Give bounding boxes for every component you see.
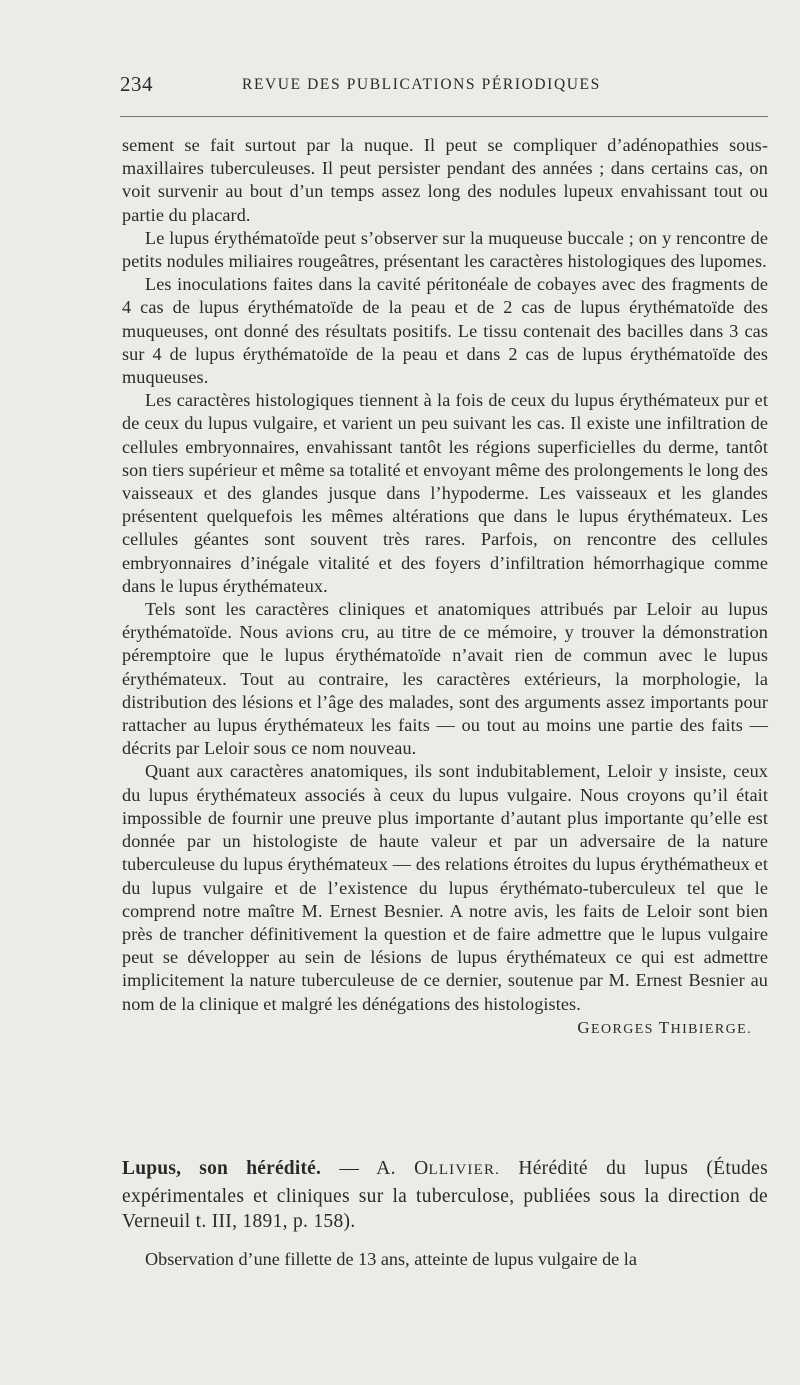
paragraph: sement se fait surtout par la nuque. Il peut se compliquer d’adénopathies sous-maxillaires tuberculeuses. Il peut persister pendant des années ; dans certains cas, on voit survenir au bout d’un temps assez long des nodules lupeux envahissant tout ou partie du placard.: [122, 135, 768, 225]
page-number: 234: [120, 72, 153, 96]
signature-line: [122, 1016, 768, 1041]
entry-dash: —: [339, 1158, 360, 1179]
paragraph: Les inoculations faites dans la cavité péritonéale de cobayes avec des fragments de 4 cas de lupus érythématoïde de la peau et de 2 cas de lupus érythématoïde des muqueuses, ont donné des résultats positifs. Le tissu contenait des bacilles dans 3 cas sur 4 de lupus érythématoïde de la peau et dans 2 cas de lupus érythématoïde des muqueuses.: [122, 274, 768, 388]
running-head: [120, 72, 768, 102]
header-rule: [120, 116, 768, 117]
entry-citation: Hérédité du lupus (Études expérimentales et cliniques sur la tuberculose, publiées sous la direction de Verneuil t. III, 1891, p. 158).: [122, 1158, 769, 1232]
paragraph: Le lupus érythématoïde peut s’observer sur la muqueuse buccale ; on y rencontre de petits nodules miliaires rougeâtres, présentant les caractères histologiques des lupomes.: [122, 227, 768, 272]
running-title: REVUE DES PUBLICATIONS PÉRIODIQUES: [242, 76, 601, 93]
entry-heading: Lupus, son hérédité.: [122, 1158, 322, 1179]
paragraph: Les caractères histologiques tiennent à la fois de ceux du lupus érythémateux pur et de ceux du lupus vulgaire, et varient un peu suivant les cas. Il existe une infiltration de cellules embryonnaires, envahissant tantôt les régions superficielles du derme, tantôt son tiers supérieur et même sa totalité et envoyant même des prolongements le long des vaisseaux et des glandes jusque dans l’hypoderme. Les vaisseaux et les glandes présentent quelquefois les mêmes altérations que dans le lupus érythémateux. Les cellules géantes sont souvent très rares. Parfois, on rencontre des cellules embryonnaires d’inégale vitalité et des foyers d’infiltration hémorrhagique comme dans le lupus érythémateux.: [122, 390, 768, 596]
paragraph: Tels sont les caractères cliniques et anatomiques attribués par Leloir au lupus érythématoïde. Nous avions cru, au titre de ce mémoire, y trouver la démonstration péremptoire que le lupus érythématoïde n’avait rien de commun avec le lupus érythémateux. Tout au contraire, les caractères extérieurs, la morphologie, la distribution des lésions et l’âge des malades, sont des arguments assez importants pour rattacher au lupus érythémateux les faits — ou tout au moins une partie des faits — décrits par Leloir sous ce nom nouveau.: [122, 599, 768, 759]
entry-author: A. OLLIVIER.: [376, 1158, 501, 1179]
author-signature: GEORGES THIBIERGE.: [577, 1017, 752, 1037]
next-review-entry: [122, 1156, 768, 1235]
paragraph: Quant aux caractères anatomiques, ils sont indubitablement, Leloir y insiste, ceux du lupus érythémateux associés à ceux du lupus vulgaire. Nous croyons qu’il était impossible de fournir une preuve plus importante d’autant plus importante qu’elle est donnée par un histologiste de haute valeur et par un adversaire de la nature tuberculeuse du lupus érythémateux — des relations étroites du lupus érythématheux et du lupus vulgaire et de l’existence du lupus érythémato-tuberculeux tel que le comprend notre maître M. Ernest Besnier. A notre avis, les faits de Leloir sont bien près de trancher définitivement la question et de faire admettre que le lupus vulgaire peut se développer au sein de lésions de lupus érythémateux ce qui est admettre implicitement la nature tuberculeuse de ce dernier, soutenue par M. Ernest Besnier au nom de la clinique et malgré les dénégations des histologistes.: [122, 761, 768, 1014]
observation-text: Observation d’une fillette de 13 ans, atteinte de lupus vulgaire de la: [145, 1249, 637, 1269]
article-body: [122, 134, 768, 1041]
